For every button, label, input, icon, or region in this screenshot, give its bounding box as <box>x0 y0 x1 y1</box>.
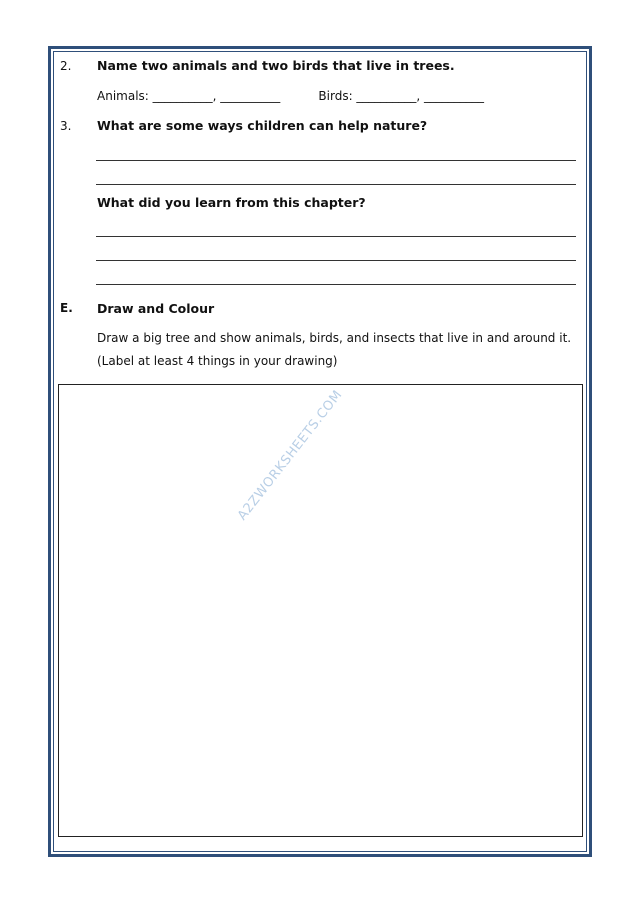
section-e-letter: E. <box>60 301 73 315</box>
answer-rule <box>96 184 576 185</box>
question-2-answer-line: Animals: __________, __________ Birds: __________, __________ <box>97 89 485 103</box>
drawing-box[interactable] <box>58 384 583 837</box>
answer-rule <box>96 160 576 161</box>
section-e-note: (Label at least 4 things in your drawing) <box>97 354 338 368</box>
learning-question-text: What did you learn from this chapter? <box>97 195 366 210</box>
section-e-instruction: Draw a big tree and show animals, birds, and insects that live in and around it. <box>97 331 572 345</box>
section-e-title: Draw and Colour <box>97 301 215 316</box>
answer-rule <box>96 236 576 237</box>
answer-rule <box>96 284 576 285</box>
question-2-number: 2. <box>60 59 72 73</box>
watermark: A2ZWORKSHEETS.COM <box>234 387 346 524</box>
question-3-number: 3. <box>60 119 72 133</box>
question-2-text: Name two animals and two birds that live in trees. <box>97 58 455 73</box>
question-3-text: What are some ways children can help nature? <box>97 118 428 133</box>
answer-rule <box>96 260 576 261</box>
